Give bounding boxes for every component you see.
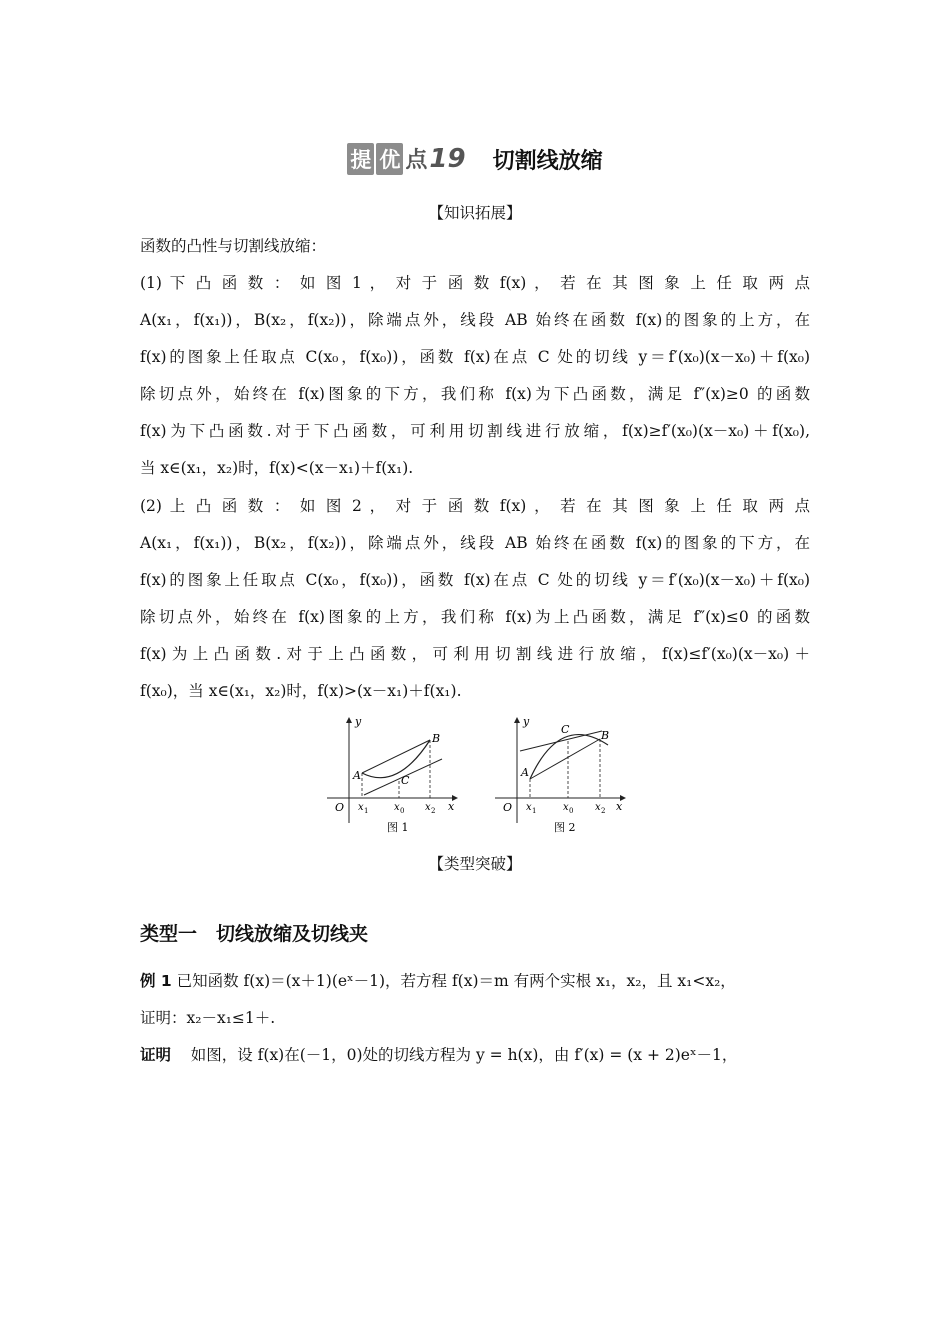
fig1-tick-x1-sub: 1 <box>364 807 369 815</box>
fig1-point-a: A <box>353 769 361 782</box>
fig1-tick-x0-sub: 0 <box>400 807 405 815</box>
badge-number: 19 <box>429 144 466 174</box>
type1-title: 类型一 切线放缩及切线夹 <box>140 923 369 945</box>
fig1-point-c: C <box>401 774 410 787</box>
convex-paragraph <box>140 265 810 487</box>
proof <box>140 1037 810 1074</box>
fig1-tick-x2-sub: 2 <box>431 807 436 815</box>
fig1-y-label: y <box>355 715 362 728</box>
badge-box-1: 提 <box>347 143 374 175</box>
title-row <box>0 143 950 175</box>
fig2-point-b: B <box>601 729 610 742</box>
fig1-caption: 图 1 <box>387 821 409 834</box>
proof-lead: 证明 <box>140 1046 172 1064</box>
fig2-tick-x2: x <box>595 802 601 813</box>
fig2-y-label: y <box>523 715 530 728</box>
fig2-caption: 图 2 <box>554 821 576 834</box>
page-title: 切割线放缩 <box>492 148 603 174</box>
concave-line: f(x)的图象上任取点 C(x₀，f(x₀))，函数 f(x)在点 C 处的切线 y＝f′(x₀)(x－x₀)＋f(x₀) <box>140 571 810 589</box>
fig2-tick-x0-sub: 0 <box>569 807 574 815</box>
concave-paragraph <box>140 488 810 710</box>
section-badge <box>347 143 465 175</box>
proof-text: 如图，设 f(x)在(－1，0)处的切线方程为 y = h(x)，由 f′(x) = (x + 2)eˣ－1， <box>190 1046 738 1064</box>
heading-knowledge: 【知识拓展】 <box>428 204 522 222</box>
convex-line: 当 x∈(x₁，x₂)时，f(x)<(x－x₁)＋f(x₁). <box>140 459 414 477</box>
example-line-2: 证明：x₂－x₁≤1＋. <box>140 1009 276 1027</box>
example-text-1: 已知函数 f(x)＝(x＋1)(eˣ－1)，若方程 f(x)＝m 有两个实根 x₁，x₂，且 x₁<x₂， <box>176 972 736 990</box>
fig1-x-label: x <box>448 800 455 813</box>
figure-2 <box>490 713 630 838</box>
convex-line: A(x₁，f(x₁))，B(x₂，f(x₂))，除端点外，线段 AB 始终在函数 f(x)的图象的上方，在 <box>140 311 810 329</box>
concave-line: f(x₀)，当 x∈(x₁，x₂)时，f(x)>(x－x₁)＋f(x₁). <box>140 682 462 700</box>
fig2-point-a: A <box>521 766 529 779</box>
heading-types: 【类型突破】 <box>428 855 522 873</box>
intro-text: 函数的凸性与切割线放缩： <box>140 237 327 255</box>
concave-line: 除切点外，始终在 f(x)图象的上方，我们称 f(x)为上凸函数，满足 f″(x)≤0 的函数 <box>140 608 810 626</box>
fig1-tick-x0: x <box>394 802 400 813</box>
badge-plain: 点 <box>405 148 428 173</box>
fig2-tick-x1: x <box>526 802 532 813</box>
convex-line: f(x)的图象上任取点 C(x₀，f(x₀))，函数 f(x)在点 C 处的切线 y＝f′(x₀)(x－x₀)＋f(x₀) <box>140 348 810 366</box>
concave-line: A(x₁，f(x₁))，B(x₂，f(x₂))，除端点外，线段 AB 始终在函数 f(x)的图象的下方，在 <box>140 534 810 552</box>
convex-curve <box>362 740 430 778</box>
convex-line: f(x)为下凸函数.对于下凸函数，可利用切割线进行放缩，f(x)≥f′(x₀)(x－x₀)＋f(x₀), <box>140 422 810 440</box>
fig1-tick-x1: x <box>358 802 364 813</box>
fig1-tick-x2: x <box>425 802 431 813</box>
secant-ab <box>362 740 430 773</box>
fig2-point-c: C <box>561 723 570 736</box>
example-lead: 例 1 <box>140 972 172 990</box>
fig2-x-label: x <box>616 800 623 813</box>
convex-line: 除切点外，始终在 f(x)图象的下方，我们称 f(x)为下凸函数，满足 f″(x)≥0 的函数 <box>140 385 810 403</box>
convex-line: (1) 下 凸 函 数 ： 如 图 1 ， 对 于 函 数 f(x) ， 若 在 其 图 象 上 任 取 两 点 <box>140 274 810 292</box>
fig2-tick-x0: x <box>563 802 569 813</box>
fig2-tick-x2-sub: 2 <box>601 807 606 815</box>
concave-line: f(x)为上凸函数.对于上凸函数，可利用切割线进行放缩，f(x)≤f′(x₀)(x－x₀)＋ <box>140 645 810 663</box>
figure-1 <box>322 713 462 838</box>
example-line-1 <box>140 963 810 1000</box>
fig1-origin-label: O <box>335 801 345 814</box>
example-1 <box>140 963 810 1037</box>
concave-line: (2) 上 凸 函 数 ： 如 图 2 ， 对 于 函 数 f(x) ， 若 在 其 图 象 上 任 取 两 点 <box>140 497 810 515</box>
badge-box-2: 优 <box>376 143 403 175</box>
fig2-origin-label: O <box>503 801 513 814</box>
fig1-point-b: B <box>432 732 441 745</box>
fig2-tick-x1-sub: 1 <box>532 807 537 815</box>
